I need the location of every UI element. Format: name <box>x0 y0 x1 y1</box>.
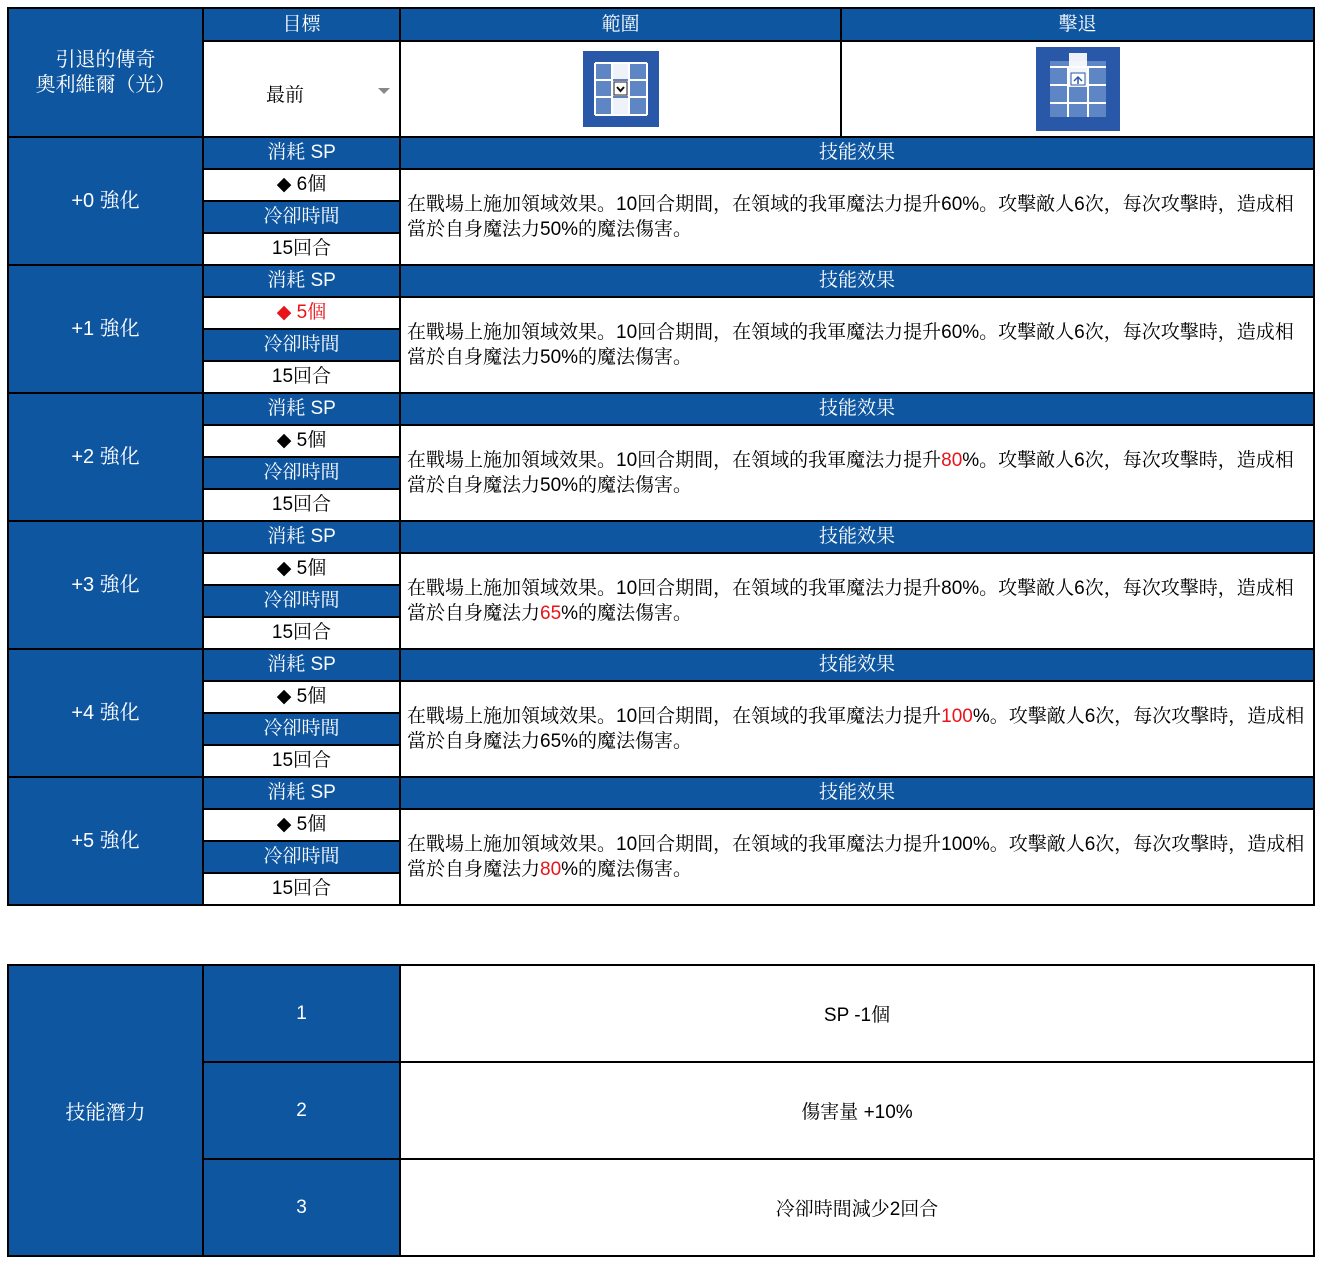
level-label: +4 強化 <box>8 649 203 777</box>
skill-effect-label: 技能效果 <box>400 393 1314 425</box>
skill-effect-label: 技能效果 <box>400 521 1314 553</box>
cooldown-value: 15回合 <box>203 233 400 265</box>
level-label: +2 強化 <box>8 393 203 521</box>
effect-segment: 在戰場上施加領域效果。10回合期間，在領域的我軍魔法力提升 <box>407 706 942 727</box>
effect-highlight: 80 <box>540 859 562 880</box>
sp-cost-value: ◆ 5個 <box>203 809 400 841</box>
cooldown-label: 冷卻時間 <box>203 201 400 233</box>
effect-highlight: 80 <box>941 450 963 471</box>
effect-highlight: 100 <box>941 706 973 727</box>
level-label: +5 強化 <box>8 777 203 905</box>
character-name <box>8 8 203 137</box>
skill-effect-text <box>400 169 1314 265</box>
effect-segment: %的魔法傷害。 <box>561 603 693 624</box>
cooldown-value: 15回合 <box>203 361 400 393</box>
skill-effect-label: 技能效果 <box>400 777 1314 809</box>
skill-effect-label: 技能效果 <box>400 265 1314 297</box>
potential-num: 2 <box>203 1062 400 1159</box>
level-label: +0 強化 <box>8 137 203 265</box>
level-label: +3 強化 <box>8 521 203 649</box>
range-header: 範圍 <box>400 8 841 41</box>
effect-segment: 在戰場上施加領域效果。10回合期間，在領域的我軍魔法力提升100%。攻擊敵人6次，每次攻擊時，造成相當於自身魔法力 <box>407 834 1305 880</box>
skill-effect-label: 技能效果 <box>400 137 1314 169</box>
skill-effect-text <box>400 809 1314 905</box>
cooldown-label: 冷卻時間 <box>203 585 400 617</box>
potential-desc: SP -1個 <box>400 965 1314 1062</box>
sp-cost-value: ◆ 5個 <box>203 425 400 457</box>
cooldown-value: 15回合 <box>203 617 400 649</box>
skill-effect-label: 技能效果 <box>400 649 1314 681</box>
level-label: +1 強化 <box>8 265 203 393</box>
knockback-cell <box>841 41 1314 137</box>
sp-cost-label: 消耗 SP <box>203 265 400 297</box>
effect-segment: %的魔法傷害。 <box>561 859 693 880</box>
potential-num: 3 <box>203 1159 400 1256</box>
effect-highlight: 65 <box>540 603 562 624</box>
potential-desc: 傷害量 +10% <box>400 1062 1314 1159</box>
effect-segment: 在戰場上施加領域效果。10回合期間，在領域的我軍魔法力提升60%。攻擊敵人6次，每次攻擊時，造成相當於自身魔法力50%的魔法傷害。 <box>407 194 1294 240</box>
cooldown-label: 冷卻時間 <box>203 329 400 361</box>
target-dropdown[interactable] <box>203 41 400 137</box>
skill-effect-text <box>400 681 1314 777</box>
sp-cost-value: ◆ 5個 <box>203 553 400 585</box>
skill-effect-text <box>400 553 1314 649</box>
range-cell <box>400 41 841 137</box>
target-value: 最前 <box>266 85 305 106</box>
cooldown-label: 冷卻時間 <box>203 713 400 745</box>
character-name-line2: 奧利維爾（光） <box>35 73 176 96</box>
range-grid-icon <box>583 51 659 127</box>
potential-desc: 冷卻時間減少2回合 <box>400 1159 1314 1256</box>
character-name-line1: 引退的傳奇 <box>55 48 156 71</box>
potential-label: 技能潛力 <box>8 965 203 1256</box>
effect-segment: %。攻擊敵人6次，每次攻擊時，造成相當於自身魔法力65%的魔法傷害。 <box>407 706 1305 752</box>
cooldown-value: 15回合 <box>203 745 400 777</box>
sp-cost-value: ◆ 5個 <box>203 681 400 713</box>
target-header: 目標 <box>203 8 400 41</box>
effect-segment: 在戰場上施加領域效果。10回合期間，在領域的我軍魔法力提升80%。攻擊敵人6次，每次攻擊時，造成相當於自身魔法力 <box>407 578 1294 624</box>
effect-segment: 在戰場上施加領域效果。10回合期間，在領域的我軍魔法力提升 <box>407 450 942 471</box>
sp-cost-value: ◆ 6個 <box>203 169 400 201</box>
knockback-header: 擊退 <box>841 8 1314 41</box>
sp-cost-value: ◆ 5個 <box>203 297 400 329</box>
skill-effect-text <box>400 297 1314 393</box>
skill-effect-text <box>400 425 1314 521</box>
cooldown-label: 冷卻時間 <box>203 841 400 873</box>
cooldown-label: 冷卻時間 <box>203 457 400 489</box>
effect-segment: 在戰場上施加領域效果。10回合期間，在領域的我軍魔法力提升60%。攻擊敵人6次，每次攻擊時，造成相當於自身魔法力50%的魔法傷害。 <box>407 322 1294 368</box>
sp-cost-label: 消耗 SP <box>203 649 400 681</box>
sp-cost-label: 消耗 SP <box>203 777 400 809</box>
sp-cost-label: 消耗 SP <box>203 137 400 169</box>
knockback-grid-icon <box>1036 47 1120 131</box>
chevron-down-icon[interactable] <box>378 88 390 94</box>
cooldown-value: 15回合 <box>203 873 400 905</box>
potential-num: 1 <box>203 965 400 1062</box>
sp-cost-label: 消耗 SP <box>203 521 400 553</box>
skill-table <box>7 7 1315 906</box>
effect-segment: %。攻擊敵人6次，每次攻擊時，造成相當於自身魔法力50%的魔法傷害。 <box>407 450 1294 496</box>
potential-table <box>7 964 1315 1257</box>
cooldown-value: 15回合 <box>203 489 400 521</box>
sp-cost-label: 消耗 SP <box>203 393 400 425</box>
